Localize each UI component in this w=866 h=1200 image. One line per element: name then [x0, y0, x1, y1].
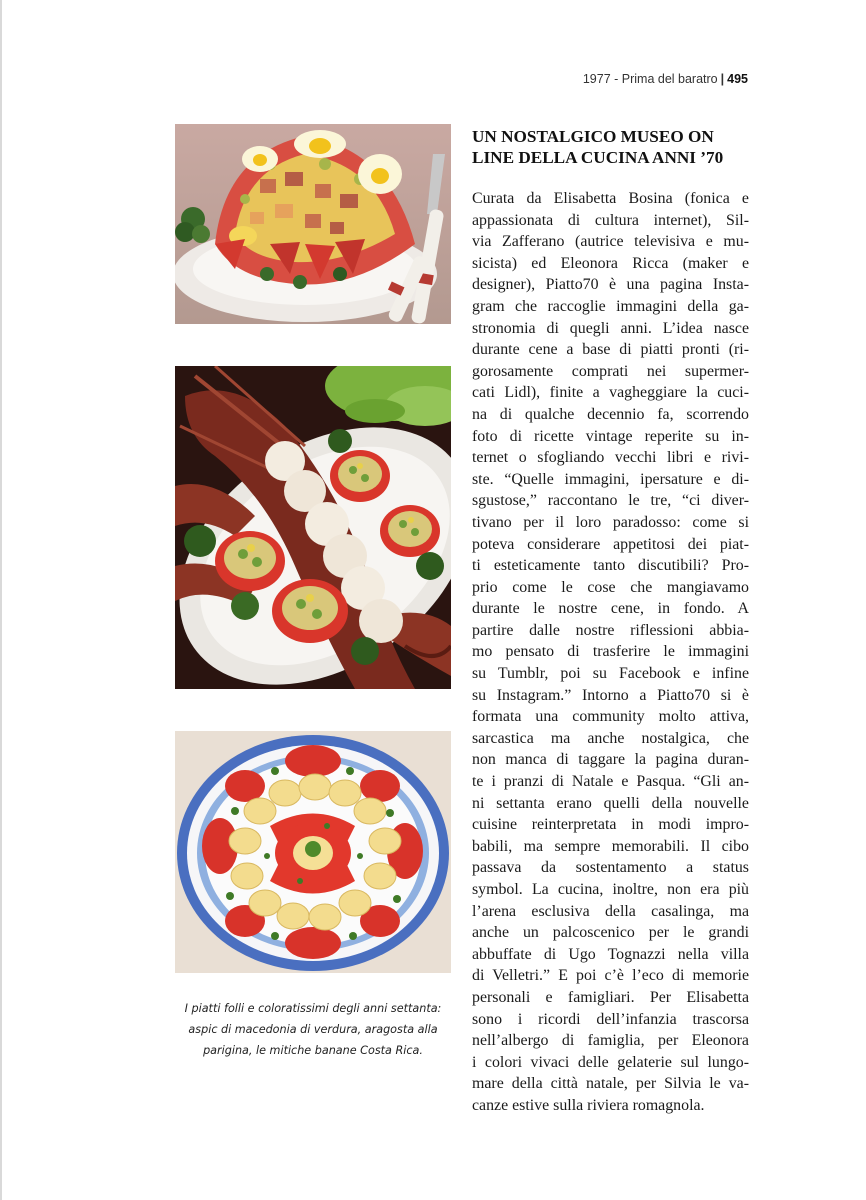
- body-line: prio come le cose che mangiavamo: [472, 578, 749, 596]
- body-line: sicista) ed Eleonora Ricca (maker e: [472, 254, 749, 272]
- body-line: passava da sostentamento a status: [472, 859, 749, 877]
- body-line: nell’albergo di famiglia, per Eleonora: [472, 1032, 749, 1050]
- photo-lobster: [175, 366, 451, 689]
- body-line: anche un palcoscenico per le grandi: [472, 924, 749, 942]
- body-line: sarcastica ma anche nostalgica, che: [472, 729, 749, 747]
- page-number: 495: [727, 72, 748, 86]
- body-line: babili, ma sempre memorabili. Il cibo: [472, 837, 749, 855]
- body-line: Curata da Elisabetta Bosina (fonica e: [472, 190, 749, 207]
- body-line: su Instagram.” Intorno a Piatto70 si è: [472, 686, 749, 704]
- body-line: partire dalle nostre riflessioni abbia-: [472, 621, 749, 639]
- heading-line: LINE DELLA CUCINA ANNI ’70: [472, 148, 724, 167]
- body-line: poteva considerare appetitosi dei piat-: [472, 535, 749, 553]
- body-line: ni settanta erano quelli della nouvelle: [472, 794, 749, 812]
- article-heading: [472, 126, 752, 168]
- body-line: stronomia di quegli anni. L’idea nasce: [472, 319, 749, 337]
- body-line: tivano per il loro paradosso: come si: [472, 513, 749, 531]
- body-line: foto di ricette vintage reperite su in-: [472, 427, 749, 445]
- body-line: ste. “Quelle immagini, ipersature e di-: [472, 470, 749, 488]
- body-line: via Zafferano (autrice televisiva e mu-: [472, 233, 749, 251]
- body-line: ternet o sfogliando vecchi libri e rivi-: [472, 449, 749, 467]
- body-line: appassionata di cultura internet), Sil-: [472, 211, 749, 229]
- body-line: sono i ricordi dell’infanzia trascorsa: [472, 1010, 749, 1028]
- heading-line: UN NOSTALGICO MUSEO ON: [472, 127, 714, 146]
- body-line: symbol. La cucina, inoltre, non era più: [472, 881, 749, 898]
- running-head-title: 1977 - Prima del baratro: [582, 72, 718, 86]
- running-head-separator: |: [720, 72, 725, 86]
- body-line: designer), Piatto70 è una pagina Insta-: [472, 276, 749, 294]
- figure-caption: [175, 998, 451, 1061]
- body-line: durante le nostre cene, in fondo. A: [472, 600, 749, 618]
- caption-line: I piatti folli e coloratissimi degli anni settanta:: [184, 1002, 442, 1015]
- body-line: formata una community molto attiva,: [472, 708, 749, 726]
- body-line: canze estive sulla riviera romagnola.: [472, 1096, 705, 1114]
- photo-bananas: [175, 731, 451, 973]
- bananas-icon: [175, 731, 451, 973]
- running-head: [583, 72, 748, 86]
- body-line: su Tumblr, poi su Facebook e infine: [472, 665, 749, 683]
- body-line: non manca di taggare la pagina duran-: [472, 751, 749, 769]
- body-line: gorosamente comprati nei supermer-: [472, 362, 749, 380]
- body-line: i colori vivaci delle gelaterie sul lungo-: [472, 1053, 749, 1071]
- body-line: di Velletri.” E poi c’è l’eco di memorie: [472, 967, 749, 985]
- aspic-icon: [175, 124, 451, 324]
- body-line: cuisine reinterpretata in modi impro-: [472, 816, 749, 834]
- body-line: gram che raccoglie immagini della ga-: [472, 297, 749, 315]
- body-line: na di qualche decennio fa, scorrendo: [472, 405, 749, 423]
- body-line: te i pranzi di Natale e Pasqua. “Gli an-: [472, 773, 749, 791]
- body-line: mo pensato di trasferire le immagini: [472, 643, 749, 661]
- body-line: abbuffate di Ugo Tognazzi nella villa: [472, 945, 749, 963]
- body-line: sgustose,” raccontano le tre, “ci diver-: [472, 492, 749, 510]
- body-line: cati Lidl), finite a vagheggiare la cuci-: [472, 384, 749, 402]
- article-body: [472, 188, 749, 1117]
- body-line: ti esteticamente tanto discutibili? Pro-: [472, 557, 749, 575]
- caption-line: aspic di macedonia di verdura, aragosta alla: [188, 1023, 438, 1036]
- body-line: l’arena esclusiva della casalinga, ma: [472, 902, 749, 920]
- caption-line: parigina, le mitiche banane Costa Rica.: [203, 1044, 423, 1057]
- body-line: personali e famigliari. Per Elisabetta: [472, 988, 749, 1006]
- body-line: durante cene a base di piatti pronti (ri-: [472, 341, 749, 359]
- photo-aspic: [175, 124, 451, 324]
- lobster-icon: [175, 366, 451, 689]
- body-line: mare della città natale, per Silvia le va-: [472, 1075, 749, 1093]
- page-edge-rule: [0, 0, 2, 1200]
